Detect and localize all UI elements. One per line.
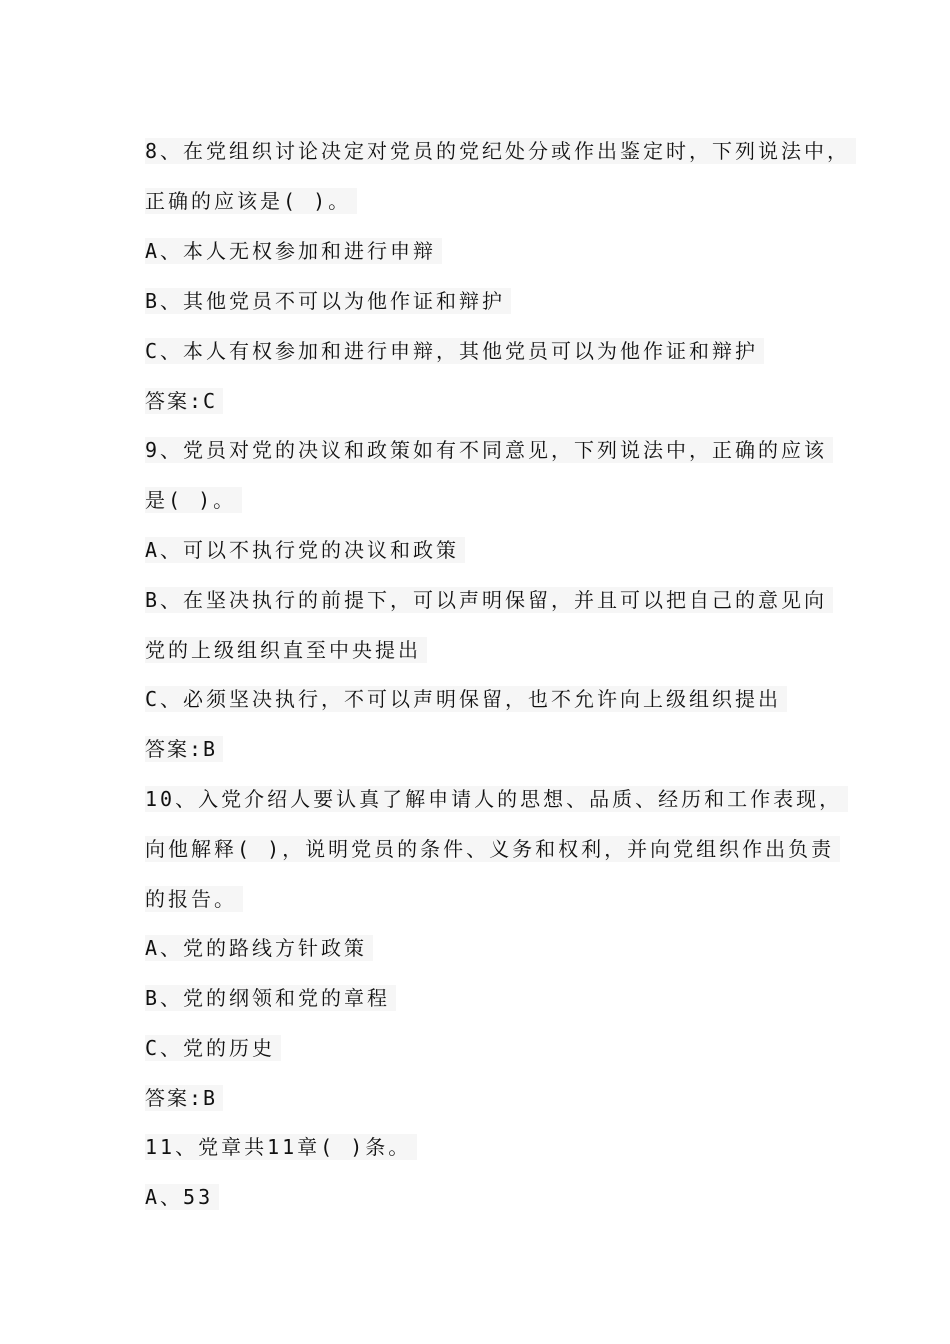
question-9-line-1: 9、党员对党的决议和政策如有不同意见，下列说法中，正确的应该 — [145, 437, 833, 463]
question-10-line-2: 向他解释( )，说明党员的条件、义务和权利，并向党组织作出负责 — [145, 836, 840, 862]
question-10-answer: 答案:B — [145, 1085, 223, 1111]
question-10-option-b: B、党的纲领和党的章程 — [145, 985, 396, 1011]
question-10-line-3: 的报告。 — [145, 886, 243, 912]
question-10-option-c: C、党的历史 — [145, 1035, 281, 1061]
question-9-option-c: C、必须坚决执行，不可以声明保留，也不允许向上级组织提出 — [145, 686, 787, 712]
question-9-option-a: A、可以不执行党的决议和政策 — [145, 537, 465, 563]
question-9-option-b-line-1: B、在坚决执行的前提下，可以声明保留，并且可以把自己的意见向 — [145, 587, 833, 613]
question-9-line-2: 是( )。 — [145, 487, 242, 513]
question-9-option-b-line-2: 党的上级组织直至中央提出 — [145, 637, 427, 663]
question-8-answer: 答案:C — [145, 388, 223, 414]
question-11-option-a: A、53 — [145, 1184, 219, 1210]
question-9-answer: 答案:B — [145, 736, 223, 762]
question-8-option-a: A、本人无权参加和进行申辩 — [145, 238, 442, 264]
question-8-line-2: 正确的应该是( )。 — [145, 188, 357, 214]
question-8-option-c: C、本人有权参加和进行申辩，其他党员可以为他作证和辩护 — [145, 338, 764, 364]
question-10-option-a: A、党的路线方针政策 — [145, 935, 373, 961]
question-10-line-1: 10、入党介绍人要认真了解申请人的思想、品质、经历和工作表现， — [145, 786, 848, 812]
question-11-line-1: 11、党章共11章( )条。 — [145, 1134, 417, 1160]
question-8-line-1: 8、在党组织讨论决定对党员的党纪处分或作出鉴定时，下列说法中， — [145, 138, 856, 164]
question-8-option-b: B、其他党员不可以为他作证和辩护 — [145, 288, 511, 314]
